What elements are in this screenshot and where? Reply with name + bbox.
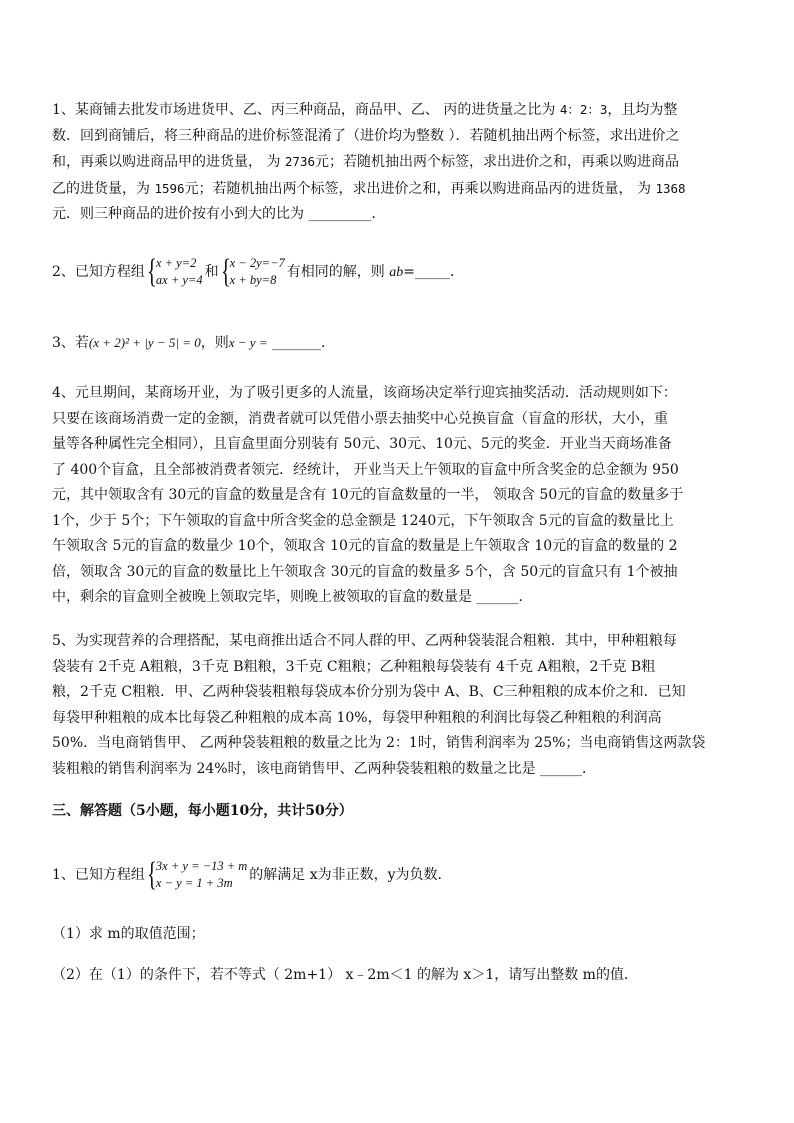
question-5-line: 粮，2千克 C粗粮．甲、乙两种袋装粗粮每袋成本价分别为袋中 A、B、C三种粗粮的成本价之和．已知 <box>52 684 686 700</box>
question-1-line-1: 1、某商铺去批发市场进货甲、乙、丙三种商品，商品甲、乙、 丙的进货量之比为 4：2：3，且均为整 <box>52 102 678 118</box>
question-2-expr: ab <box>389 265 404 280</box>
question-2-and: 和 <box>204 264 219 280</box>
question-1-line-4: 乙的进货量，为 1596元；若随机抽出两个标签，求出进价之和，再乘以购进商品丙的进货量， 为 1368 <box>52 180 686 197</box>
equation-system-3: { 3x + y = −13 + m x − y = 1 + 3m <box>146 856 248 893</box>
question-4-line: 了 400个盲盒，且全部被消费者领完．经统计， 开业当天上午领取的盲盒中所含奖金的总金额为 950 <box>52 461 679 478</box>
solution-1-part-1: （1）求 m的取值范围； <box>52 926 205 942</box>
question-5-line: 5、为实现营养的合理搭配，某电商推出适合不同人群的甲、乙两种袋装混合粗粮．其中，甲种粗粮每 <box>52 633 677 649</box>
equation-system-2: { x − 2y=−7 x + by=8 <box>220 253 285 290</box>
question-2-suffix: 有相同的解，则 <box>286 264 390 280</box>
section-3-heading: 三、解答题（5小题，每小题10分，共计50分） <box>52 803 353 819</box>
equation-row: ax + y=4 <box>155 273 203 287</box>
equation-row: 3x + y = −13 + m <box>155 859 248 873</box>
question-2 <box>52 255 742 289</box>
equation-row: x + by=8 <box>229 273 277 287</box>
question-5-line: 每袋甲种粗粮的成本比每袋乙种粗粮的成本高 10%，每袋甲种粗粮的利润比每袋乙种粗粮的利润高 <box>52 709 662 726</box>
question-3-mid: ，则 <box>200 335 229 351</box>
question-3-equation: (x + 2)² + |y − 5| = 0 <box>88 335 201 350</box>
question-2-prefix: 2、已知方程组 <box>52 264 145 280</box>
question-3-prefix: 3、若 <box>52 335 89 351</box>
solution-1-suffix: 的解满足 x为非正数，y为负数． <box>249 867 452 883</box>
question-5-line: 50%．当电商销售甲、 乙两种袋装粗粮的数量之比为 2：1时，销售利润率为 25%；当电商销售这两款袋 <box>52 735 706 751</box>
answer-blank: _______． <box>267 335 336 351</box>
question-4-line: 午领取含 5元的盲盒的数量少 10个，领取含 10元的盲盒的数量是上午领取含 10元的盲盒的数量的 2 <box>52 538 678 554</box>
question-1 <box>52 97 742 228</box>
solution-1-part-2: （2）在（1）的条件下，若不等式（ 2m+1） x﹣2m＜1 的解为 x＞1，请写出整数 m的值． <box>52 967 638 983</box>
question-4-line: 4、元旦期间，某商场开业，为了吸引更多的人流量，该商场决定举行迎宾抽奖活动．活动规则如下： <box>52 385 677 401</box>
equation-row: x + y=2 <box>155 256 197 270</box>
equation-row: x − 2y=−7 <box>229 256 285 270</box>
question-5-line: 袋装有 2千克 A粗粮，3千克 B粗粮，3千克 C粗粮；乙种粗粮每袋装有 4千克 A粗粮，2千克 B粗 <box>52 658 656 675</box>
equation-system-1: { x + y=2 ax + y=4 <box>146 253 203 290</box>
question-4-line: 量等各种属性完全相同），且盲盒里面分别装有 50元、30元、10元、5元的奖金．开业当天商场准备 <box>52 436 672 452</box>
question-1-line-3: 和，再乘以购进商品甲的进货量， 为 2736元；若随机抽出两个标签，求出进价之和，再乘以购进商品 <box>52 154 680 170</box>
answer-blank: =_____． <box>403 264 464 280</box>
question-1-line-5: 元．则三种商品的进价按有小到大的比为 _________． <box>52 206 386 222</box>
question-4-line: 中，剩余的盲盒则全被晚上领取完毕，则晚上被领取的盲盒的数量是 ______． <box>52 589 533 605</box>
question-4-line: 元，其中领取含有 30元的盲盒的数量是含有 10元的盲盒数量的一半， 领取含 50元的盲盒的数量多于 <box>52 487 684 503</box>
question-4 <box>52 381 742 611</box>
question-1-line-2: 数．回到商铺后，将三种商品的进价标签混淆了（进价均为整数 ）．若随机抽出两个标签，求出进价之 <box>52 127 680 144</box>
question-3 <box>52 331 742 355</box>
question-4-line: 倍，领取含 30元的盲盒的数量比上午领取含 30元的盲盒的数量多 5个，含 50元的盲盒只有 1个被抽 <box>52 563 678 580</box>
question-4-line: 1个，少于 5个；下午领取的盲盒中所含奖金的总金额是 1240元，下午领取含 5元的盲盒的数量比上 <box>52 512 674 529</box>
equation-row: x − y = 1 + 3m <box>155 876 233 890</box>
question-5-line: 装粗粮的销售利润率为 24%时，该电商销售甲、乙两种袋装粗粮的数量之比是 ______． <box>52 760 597 777</box>
question-3-expr: x − y = <box>228 335 268 350</box>
solution-1-prefix: 1、已知方程组 <box>52 867 145 883</box>
solution-question-1 <box>52 858 742 892</box>
question-5 <box>52 629 742 782</box>
question-4-line: 只要在该商场消费一定的金额，消费者就可以凭借小票去抽奖中心兑换盲盒（盲盒的形状，大小，重 <box>52 410 668 427</box>
